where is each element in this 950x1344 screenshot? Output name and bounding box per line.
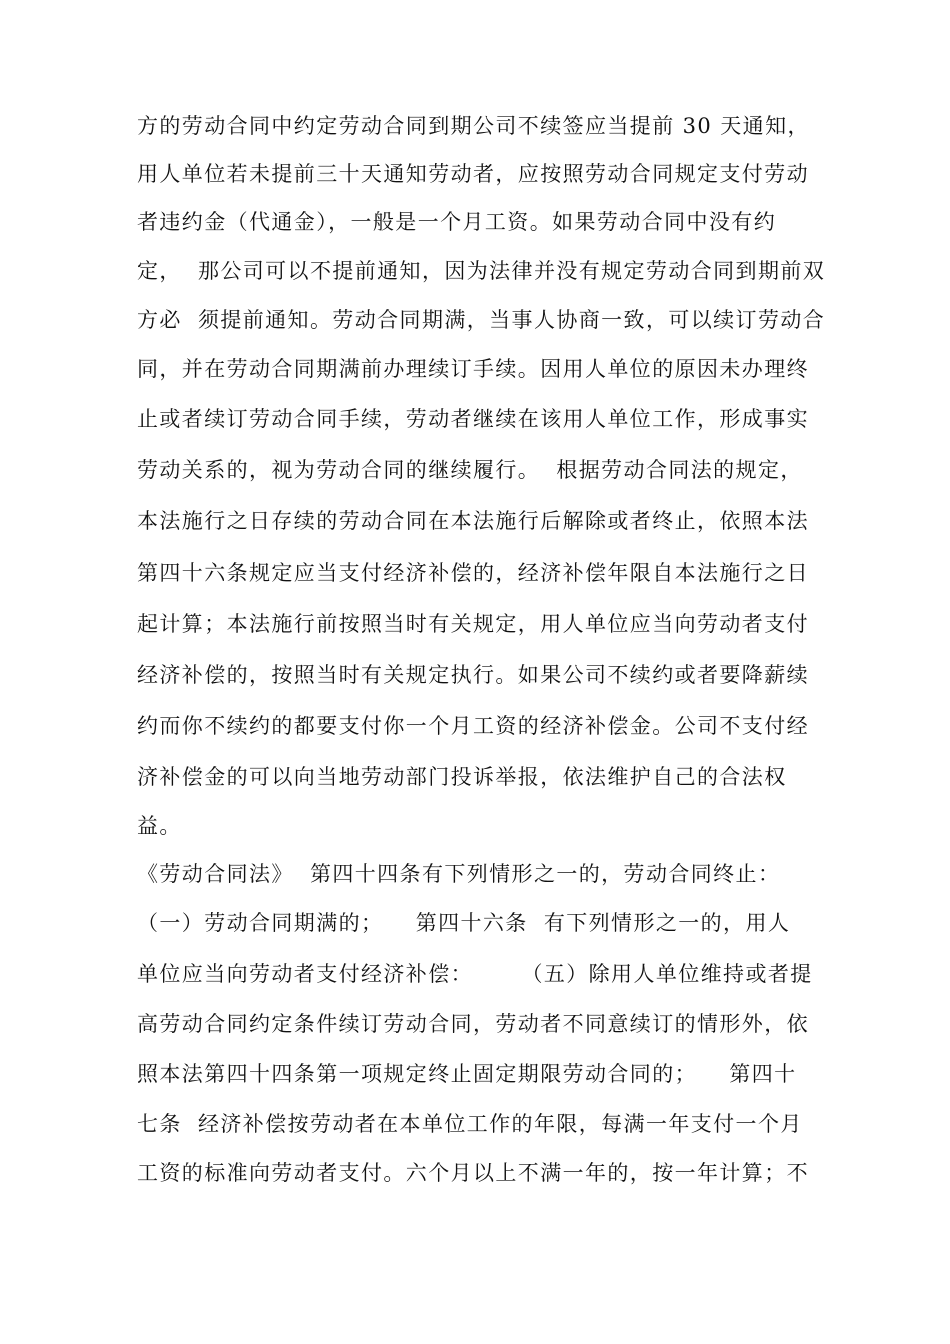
text-line: 方的劳动合同中约定劳动合同到期公司不续签应当提前 30 天通知， xyxy=(137,114,810,138)
text-line: 照本法第四十四条第一项规定终止固定期限劳动合同的； 第四十 xyxy=(137,1062,797,1086)
text-line: 七条 经济补偿按劳动者在本单位工作的年限，每满一年支付一个月 xyxy=(137,1112,803,1136)
text-line: 起计算；本法施行前按照当时有关规定，用人单位应当向劳动者支付 xyxy=(137,612,809,636)
text-line: 止或者续订劳动合同手续，劳动者继续在该用人单位工作，形成事实 xyxy=(137,407,809,431)
text-line: 用人单位若未提前三十天通知劳动者，应按照劳动合同规定支付劳动 xyxy=(137,162,809,186)
text-line: 单位应当向劳动者支付经济补偿： （五）除用人单位维持或者提 xyxy=(137,962,813,986)
text-line: （一）劳动合同期满的； 第四十六条 有下列情形之一的，用人 xyxy=(137,911,791,935)
text-line: 经济补偿的，按照当时有关规定执行。如果公司不续约或者要降薪续 xyxy=(137,663,809,687)
text-line: 方必 须提前通知。劳动合同期满，当事人协商一致，可以续订劳动合 xyxy=(137,308,826,332)
text-line: 工资的标准向劳动者支付。六个月以上不满一年的，按一年计算；不 xyxy=(137,1161,809,1185)
text-line: 定， 那公司可以不提前通知，因为法律并没有规定劳动合同到期前双 xyxy=(137,259,826,283)
text-line: 约而你不续约的都要支付你一个月工资的经济补偿金。公司不支付经 xyxy=(137,714,809,738)
text-line: 高劳动合同约定条件续订劳动合同，劳动者不同意续订的情形外，依 xyxy=(137,1012,809,1036)
text-line: 者违约金（代通金），一般是一个月工资。如果劳动合同中没有约 xyxy=(137,210,777,234)
text-line: 劳动关系的，视为劳动合同的继续履行。 根据劳动合同法的规定， xyxy=(137,458,803,482)
text-line: 同，并在劳动合同期满前办理续订手续。因用人单位的原因未办理终 xyxy=(137,357,809,381)
text-line: 益。 xyxy=(137,814,182,838)
text-line: 济补偿金的可以向当地劳动部门投诉举报，依法维护自己的合法权 xyxy=(137,765,787,789)
text-line: 《劳动合同法》 第四十四条有下列情形之一的，劳动合同终止： xyxy=(137,862,781,886)
text-line: 本法施行之日存续的劳动合同在本法施行后解除或者终止，依照本法 xyxy=(137,509,809,533)
text-line: 第四十六条规定应当支付经济补偿的，经济补偿年限自本法施行之日 xyxy=(137,561,809,585)
